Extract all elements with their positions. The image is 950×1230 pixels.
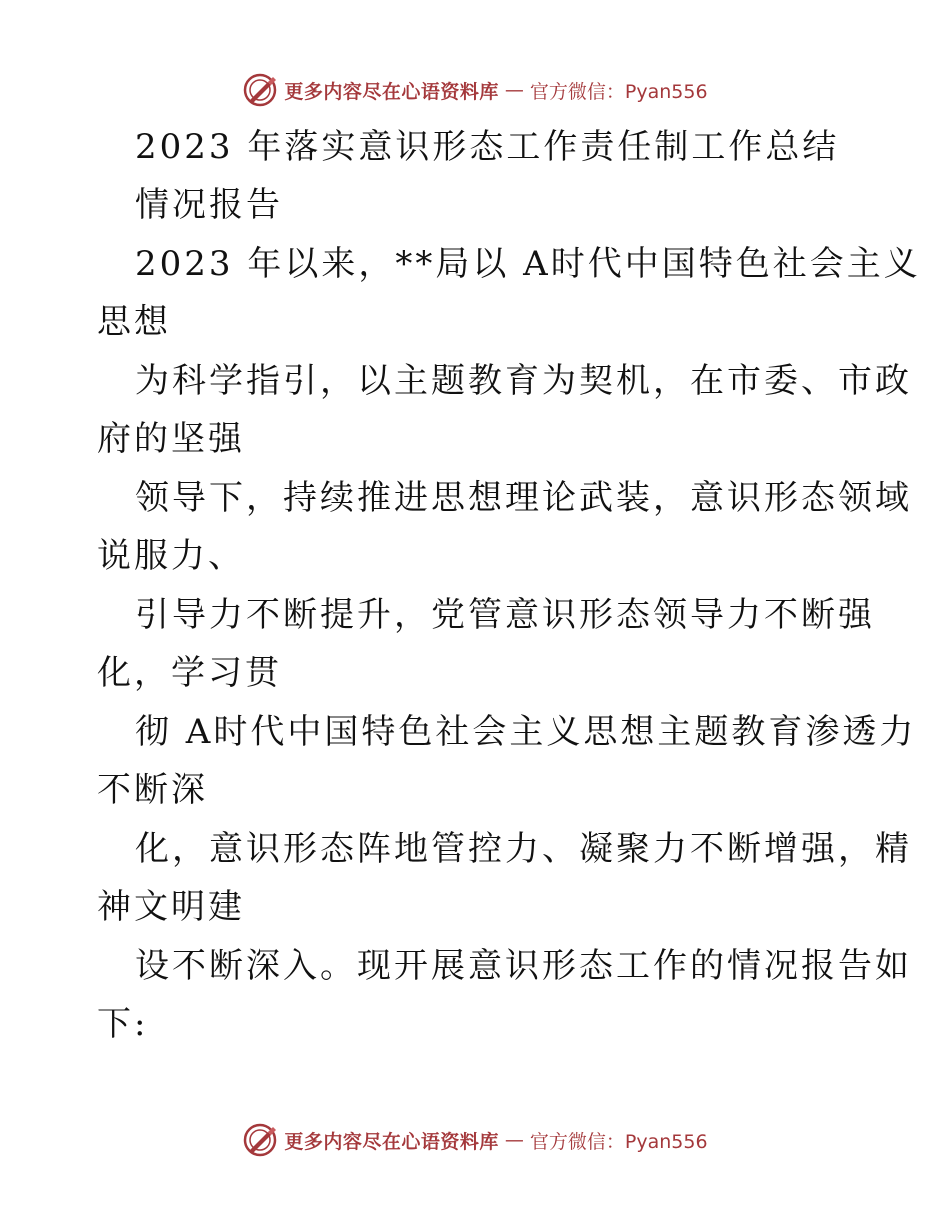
header-banner-suffix: 官方微信：Pyan556	[529, 80, 708, 103]
footer-banner-separator: —	[504, 1129, 524, 1151]
footer-banner-brand: 更多内容尽在心语资料库	[284, 1130, 499, 1153]
body-line-1: 2023 年以来，**局以 A时代中国特色社会主义	[135, 244, 921, 284]
document-title-line-2: 情况报告	[135, 185, 283, 225]
header-banner-brand: 更多内容尽在心语资料库	[284, 80, 499, 103]
document-title-line-1: 2023 年落实意识形态工作责任制工作总结	[135, 127, 840, 167]
body-line-4: 府的坚强	[97, 419, 245, 459]
body-line-7: 引导力不断提升，党管意识形态领导力不断强	[135, 595, 875, 635]
pen-logo-icon	[242, 1122, 278, 1158]
footer-banner	[0, 1120, 950, 1160]
body-line-10: 不断深	[97, 770, 208, 810]
body-line-8: 化，学习贯	[97, 653, 282, 693]
body-line-2: 思想	[97, 302, 171, 342]
header-banner-separator: —	[504, 79, 524, 101]
body-line-6: 说服力、	[97, 536, 245, 576]
body-line-12: 神文明建	[97, 887, 245, 927]
body-line-9: 彻 A时代中国特色社会主义思想主题教育渗透力	[135, 712, 917, 752]
body-line-5: 领导下，持续推进思想理论武装，意识形态领域	[135, 478, 912, 518]
body-line-14: 下:	[97, 1004, 149, 1044]
pen-logo-icon	[242, 72, 278, 108]
body-line-11: 化，意识形态阵地管控力、凝聚力不断增强，精	[135, 829, 912, 869]
footer-banner-suffix: 官方微信：Pyan556	[529, 1130, 708, 1153]
body-line-13: 设不断深入。现开展意识形态工作的情况报告如	[135, 946, 912, 986]
body-line-3: 为科学指引，以主题教育为契机，在市委、市政	[135, 361, 912, 401]
header-banner	[0, 70, 950, 110]
